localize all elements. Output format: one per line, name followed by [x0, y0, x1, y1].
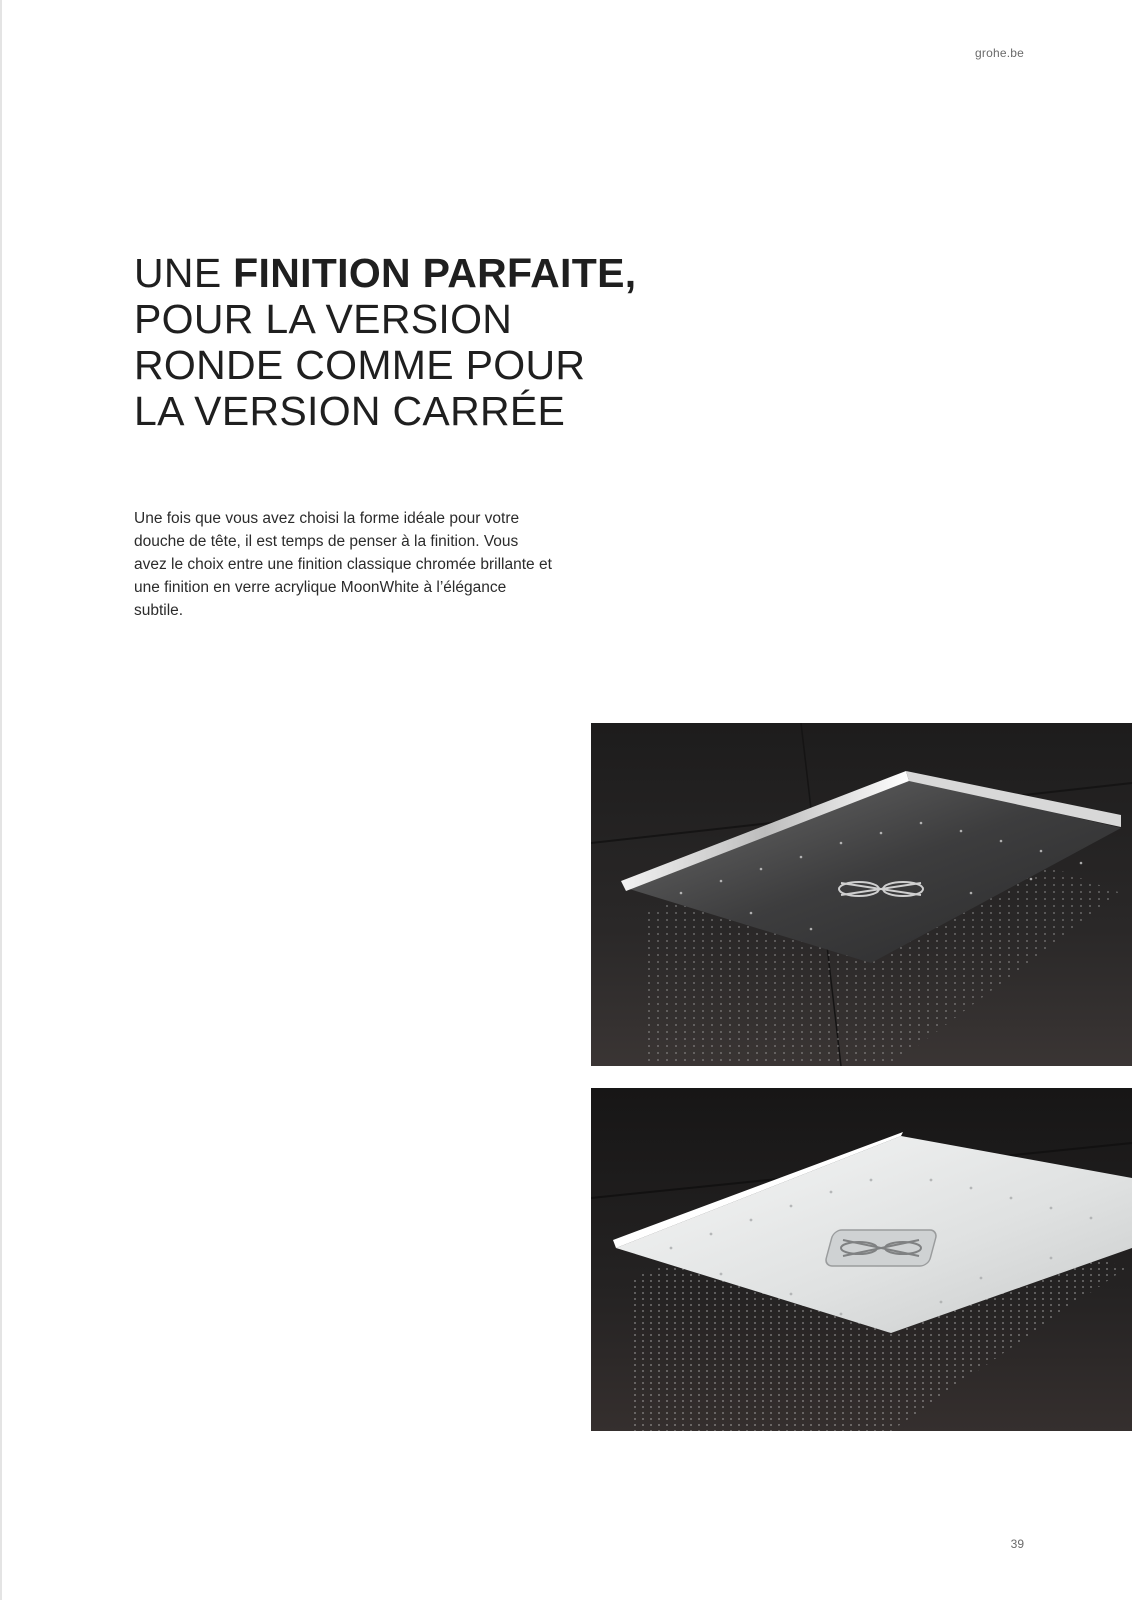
headline-line-3: RONDE COMME POUR [134, 342, 586, 388]
page-number: 39 [1010, 1537, 1024, 1551]
headline-line-1 [134, 250, 754, 296]
moonwhite-shower-head-photo [591, 1088, 1132, 1431]
page-edge-rule [0, 0, 2, 1600]
chrome-shower-head-photo [591, 723, 1132, 1066]
site-url: grohe.be [975, 46, 1024, 60]
headline-line-2: POUR LA VERSION [134, 296, 513, 342]
headline-line-4: LA VERSION CARRÉE [134, 388, 566, 434]
moonwhite-square-shower-head-photo-icon [591, 1088, 1132, 1431]
intro-paragraph: Une fois que vous avez choisi la forme idéale pour votre douche de tête, il est temps de penser à la finition. Vous avez le choix entre une finition classique chromée brillante et une finition en verre acrylique MoonWhite à l’élégance subtile. [134, 510, 552, 619]
headline-prefix: UNE [134, 250, 234, 296]
headline-bold: FINITION PARFAITE, [233, 250, 637, 296]
chrome-square-shower-head-photo-icon [591, 723, 1132, 1066]
page-headline [134, 250, 754, 434]
